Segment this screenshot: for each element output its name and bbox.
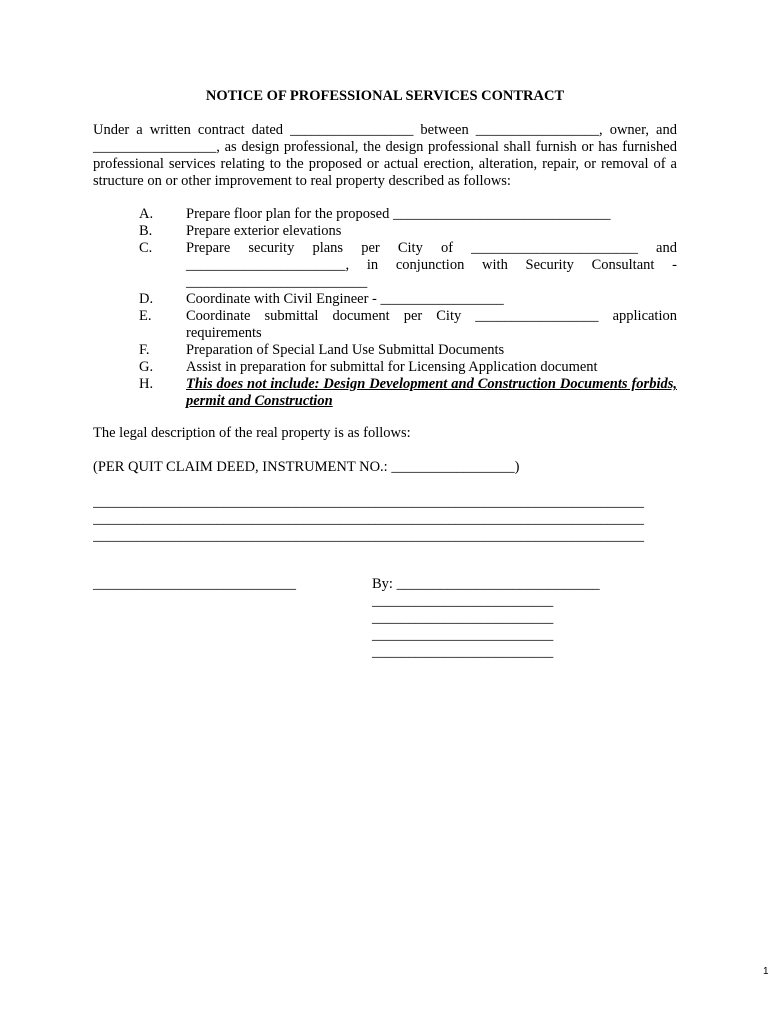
signature-line: _________________________ bbox=[372, 593, 554, 609]
signature-block-right bbox=[372, 576, 600, 661]
legal-description-blanks bbox=[93, 494, 677, 545]
list-item-letter: G. bbox=[139, 359, 154, 375]
list-item-letter: C. bbox=[139, 240, 153, 256]
list-item-letter: D. bbox=[139, 291, 154, 307]
signature-line-left: ____________________________ bbox=[93, 576, 296, 592]
list-item-text: Coordinate submittal document per City _________________ application requirements bbox=[186, 308, 677, 341]
list-item bbox=[93, 223, 677, 240]
blank-line: ____________________________________________________________________________ bbox=[93, 511, 644, 527]
list-item-letter: E. bbox=[139, 308, 152, 324]
list-item-text: Coordinate with Civil Engineer - _________________ bbox=[186, 291, 504, 307]
list-item-letter: H. bbox=[139, 376, 154, 392]
list-item bbox=[93, 240, 677, 291]
document-title: NOTICE OF PROFESSIONAL SERVICES CONTRACT bbox=[205, 88, 565, 104]
list-item-text: Prepare exterior elevations bbox=[186, 223, 342, 239]
signature-line: _________________________ bbox=[372, 644, 554, 660]
signature-by-line: By: ____________________________ bbox=[372, 576, 600, 592]
services-list bbox=[93, 206, 677, 410]
deed-instrument-line: (PER QUIT CLAIM DEED, INSTRUMENT NO.: _________________) bbox=[93, 459, 520, 475]
list-item-text: Prepare security plans per City of _______________________ and ______________________, in conjunction with Security Consultant - _________________________ bbox=[186, 240, 677, 290]
list-item bbox=[93, 291, 677, 308]
list-item bbox=[93, 308, 677, 342]
blank-line: ____________________________________________________________________________ bbox=[93, 528, 644, 544]
list-item-text: Assist in preparation for submittal for Licensing Application document bbox=[186, 359, 598, 375]
list-item bbox=[93, 206, 677, 223]
list-item bbox=[93, 342, 677, 359]
intro-paragraph: Under a written contract dated _________________ between _________________, owner, and _________________, as design professional, the design professional shall furnish or has furnished professional services relating to the proposed or actual erection, alteration, repair, or removal of a structure on or other improvement to real property described as follows: bbox=[93, 122, 677, 189]
list-item bbox=[93, 376, 677, 410]
blank-line: ____________________________________________________________________________ bbox=[93, 494, 644, 510]
list-item-text-exclusion: This does not include: Design Development and Construction Documents forbids, permit and Construction bbox=[186, 376, 677, 409]
list-item-letter: B. bbox=[139, 223, 153, 239]
list-item-text: Prepare floor plan for the proposed ______________________________ bbox=[186, 206, 611, 222]
list-item-text: Preparation of Special Land Use Submittal Documents bbox=[186, 342, 505, 358]
signature-line: _________________________ bbox=[372, 610, 554, 626]
legal-description-label: The legal description of the real property is as follows: bbox=[93, 425, 411, 441]
page-number: 1 bbox=[763, 966, 769, 977]
list-item bbox=[93, 359, 677, 376]
signature-line: _________________________ bbox=[372, 627, 554, 643]
list-item-letter: F. bbox=[139, 342, 150, 358]
list-item-letter: A. bbox=[139, 206, 154, 222]
